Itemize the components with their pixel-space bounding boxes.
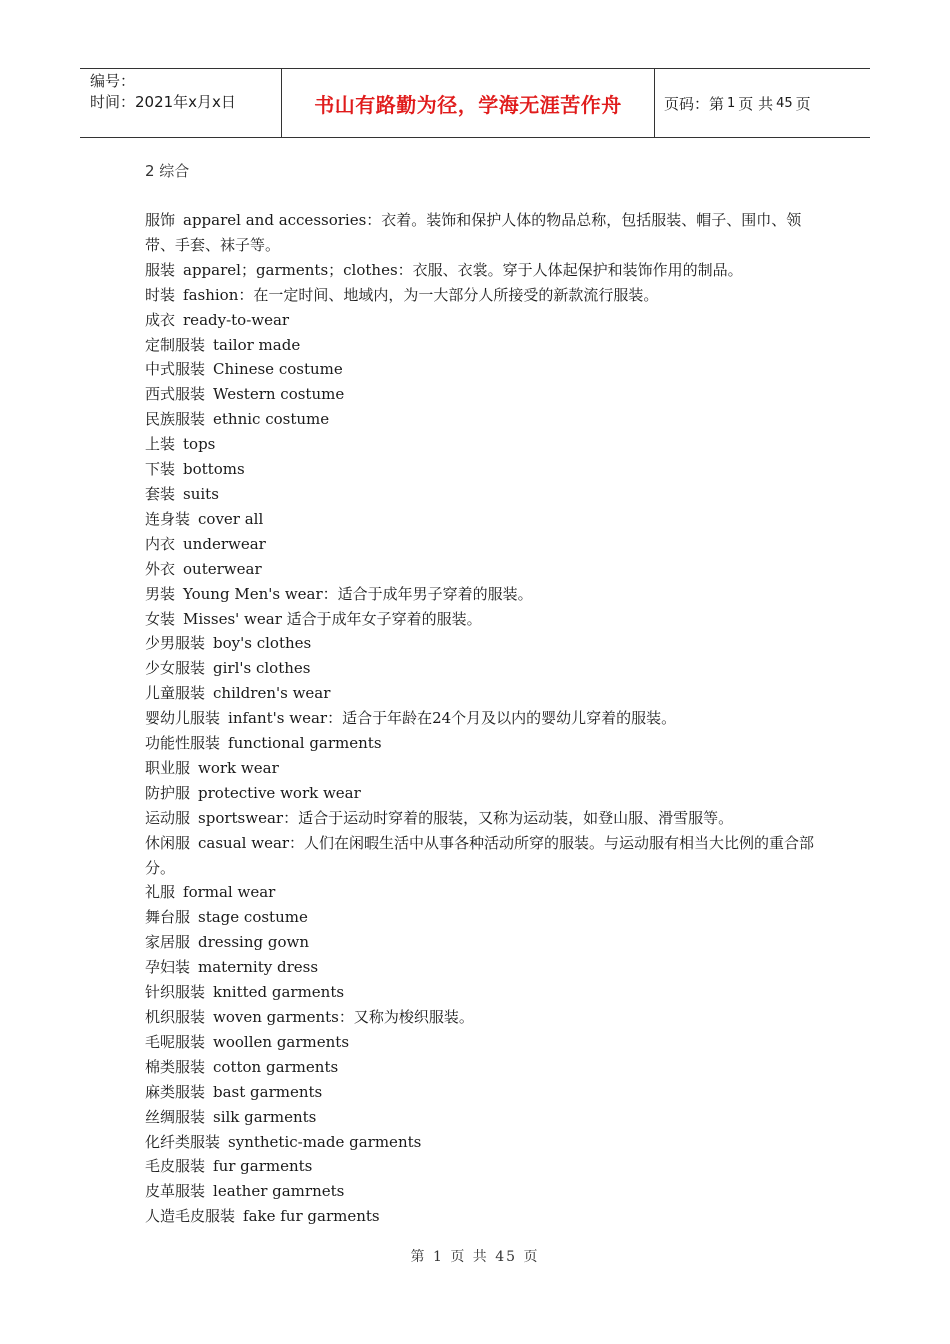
entry-term-zh: 下装: [145, 460, 176, 479]
glossary-entry: [145, 607, 825, 632]
entry-definition: cover all: [198, 509, 264, 528]
page-suffix: 页: [795, 94, 811, 113]
entry-term-zh: 家居服: [145, 933, 191, 952]
entry-term-zh: 毛呢服装: [145, 1032, 206, 1051]
glossary-entry: [145, 457, 825, 482]
glossary-entry: [145, 781, 825, 806]
entry-term-zh: 儿童服装: [145, 684, 206, 703]
glossary-entry: [145, 1030, 825, 1055]
entry-term-zh: 成衣: [145, 310, 176, 329]
entry-definition: casual wear：人们在闲暇生活中从事各种活动所穿的服装。与运动服有相当大比例的重合部分。: [145, 833, 815, 877]
glossary-entry: [145, 407, 825, 432]
glossary-entry: [145, 731, 825, 756]
glossary-entry: [145, 980, 825, 1005]
entry-definition: apparel and accessories：衣着。装饰和保护人体的物品总称，包括服装、帽子、围巾、领带、手套、袜子等。: [145, 211, 802, 254]
entry-term-zh: 孕妇装: [145, 958, 191, 977]
glossary-entry: [145, 1080, 825, 1105]
header-meta: [80, 69, 282, 137]
glossary-entry: [145, 208, 825, 258]
entry-definition: ready-to-wear: [183, 310, 290, 329]
entry-term-zh: 化纤类服装: [145, 1132, 221, 1151]
entry-definition: sportswear：适合于运动时穿着的服装，又称为运动装，如登山服、滑雪服等。: [198, 808, 734, 827]
entry-definition: girl's clothes: [213, 659, 311, 678]
glossary-entry: [145, 1154, 825, 1179]
entry-term-zh: 男装: [145, 584, 176, 603]
glossary-entry: [145, 507, 825, 532]
header-motto: 书山有路勤为径，学海无涯苦作舟: [282, 69, 655, 137]
entry-definition: knitted garments: [213, 983, 345, 1002]
glossary-entry: [145, 258, 825, 283]
footer-suffix: 页: [523, 1249, 540, 1265]
page-header: [80, 68, 870, 138]
document-number-label: 编号：: [90, 72, 136, 90]
entry-definition: woollen garments: [213, 1032, 350, 1051]
entry-definition: ethnic costume: [213, 410, 330, 429]
entry-definition: Chinese costume: [213, 360, 343, 379]
glossary-entry: [145, 308, 825, 333]
glossary-entry: [145, 905, 825, 930]
glossary-entry: [145, 706, 825, 731]
entry-term-zh: 功能性服装: [145, 734, 221, 753]
entry-definition: Western costume: [213, 385, 345, 404]
glossary-entry: [145, 382, 825, 407]
entry-definition: protective work wear: [198, 783, 361, 802]
entry-term-zh: 运动服: [145, 808, 191, 827]
glossary-entry: [145, 1005, 825, 1030]
entry-definition: tops: [183, 435, 216, 454]
header-page-info: [655, 69, 870, 137]
glossary-entry: [145, 432, 825, 457]
entry-definition: bast garments: [213, 1082, 323, 1101]
entry-definition: underwear: [183, 534, 266, 553]
entry-term-zh: 舞台服: [145, 908, 191, 927]
entry-definition: formal wear: [183, 883, 276, 902]
glossary-entry: [145, 930, 825, 955]
glossary-entry: [145, 1204, 825, 1229]
entry-term-zh: 时装: [145, 285, 176, 304]
glossary-entry: [145, 1130, 825, 1155]
entry-term-zh: 女装: [145, 609, 176, 628]
document-time-label: 时间：2021年x月x日: [90, 93, 236, 111]
footer-mid: 页 共: [450, 1249, 489, 1265]
glossary-list: [145, 208, 825, 1229]
entry-term-zh: 棉类服装: [145, 1057, 206, 1076]
entry-term-zh: 民族服装: [145, 410, 206, 429]
entry-definition: stage costume: [198, 908, 308, 927]
entry-term-zh: 机织服装: [145, 1008, 206, 1026]
entry-term-zh: 套装: [145, 484, 176, 503]
glossary-entry: [145, 582, 825, 607]
glossary-entry: [145, 806, 825, 831]
entry-term-zh: 防护服: [145, 783, 191, 802]
glossary-entry: [145, 357, 825, 382]
entry-definition: infant's wear：适合于年龄在24个月及以内的婴幼儿穿着的服装。: [228, 709, 677, 728]
entry-definition: synthetic-made garments: [228, 1132, 422, 1151]
page-footer: [0, 1246, 950, 1266]
entry-definition: bottoms: [183, 460, 245, 479]
entry-definition: children's wear: [213, 684, 331, 703]
glossary-entry: [145, 283, 825, 308]
entry-term-zh: 毛皮服装: [145, 1157, 206, 1176]
entry-term-zh: 中式服装: [145, 360, 206, 379]
glossary-entry: [145, 681, 825, 706]
entry-definition: maternity dress: [198, 958, 319, 977]
entry-term-zh: 休闲服: [145, 833, 191, 852]
entry-term-zh: 上装: [145, 435, 176, 454]
footer-prefix: 第: [410, 1249, 427, 1265]
entry-term-zh: 服装: [145, 260, 176, 279]
entry-definition: apparel；garments；clothes：衣服、衣裳。穿于人体起保护和装饰作用的制品。: [183, 260, 743, 279]
entry-term-zh: 外衣: [145, 559, 176, 578]
entry-definition: woven garments：又称为梭织服装。: [213, 1008, 474, 1026]
entry-term-zh: 皮革服装: [145, 1182, 206, 1201]
entry-definition: dressing gown: [198, 933, 310, 952]
glossary-entry: [145, 631, 825, 656]
glossary-entry: [145, 1105, 825, 1130]
glossary-entry: [145, 756, 825, 781]
entry-term-zh: 服饰: [145, 211, 176, 229]
entry-term-zh: 婴幼儿服装: [145, 709, 221, 728]
glossary-entry: [145, 557, 825, 582]
entry-term-zh: 职业服: [145, 758, 191, 777]
glossary-entry: [145, 1179, 825, 1204]
glossary-entry: [145, 1055, 825, 1080]
entry-term-zh: 针织服装: [145, 983, 206, 1002]
entry-definition: fake fur garments: [243, 1207, 380, 1226]
glossary-entry: [145, 880, 825, 905]
entry-term-zh: 丝绸服装: [145, 1107, 206, 1126]
page-number: 1: [727, 95, 736, 111]
entry-term-zh: 少男服装: [145, 634, 206, 653]
entry-definition: leather gamrnets: [213, 1182, 345, 1201]
glossary-entry: [145, 656, 825, 681]
glossary-entry: [145, 482, 825, 507]
entry-term-zh: 人造毛皮服装: [145, 1207, 236, 1226]
entry-definition: silk garments: [213, 1107, 317, 1126]
entry-definition: outerwear: [183, 559, 262, 578]
section-title: 2 综合: [145, 162, 190, 180]
footer-total: 45: [495, 1249, 518, 1265]
entry-term-zh: 连身装: [145, 509, 191, 528]
entry-term-zh: 少女服装: [145, 659, 206, 678]
page-prefix: 页码：第: [664, 94, 725, 113]
entry-definition: fashion：在一定时间、地域内，为一大部分人所接受的新款流行服装。: [183, 285, 659, 304]
entry-definition: Misses' wear 适合于成年女子穿着的服装。: [183, 609, 482, 628]
glossary-entry: [145, 532, 825, 557]
page-mid: 页 共: [738, 94, 774, 113]
entry-term-zh: 礼服: [145, 883, 176, 902]
entry-term-zh: 定制服装: [145, 335, 206, 354]
glossary-entry: [145, 831, 825, 881]
entry-term-zh: 麻类服装: [145, 1082, 206, 1101]
entry-term-zh: 内衣: [145, 534, 176, 553]
entry-definition: work wear: [198, 758, 279, 777]
glossary-entry: [145, 333, 825, 358]
entry-term-zh: 西式服装: [145, 385, 206, 404]
entry-definition: Young Men's wear：适合于成年男子穿着的服装。: [183, 584, 533, 603]
glossary-entry: [145, 955, 825, 980]
page-total: 45: [776, 95, 793, 111]
entry-definition: cotton garments: [213, 1057, 339, 1076]
entry-definition: tailor made: [213, 335, 301, 354]
footer-page: 1: [432, 1249, 444, 1265]
entry-definition: functional garments: [228, 734, 382, 753]
entry-definition: fur garments: [213, 1157, 313, 1176]
entry-definition: suits: [183, 484, 219, 503]
entry-definition: boy's clothes: [213, 634, 312, 653]
